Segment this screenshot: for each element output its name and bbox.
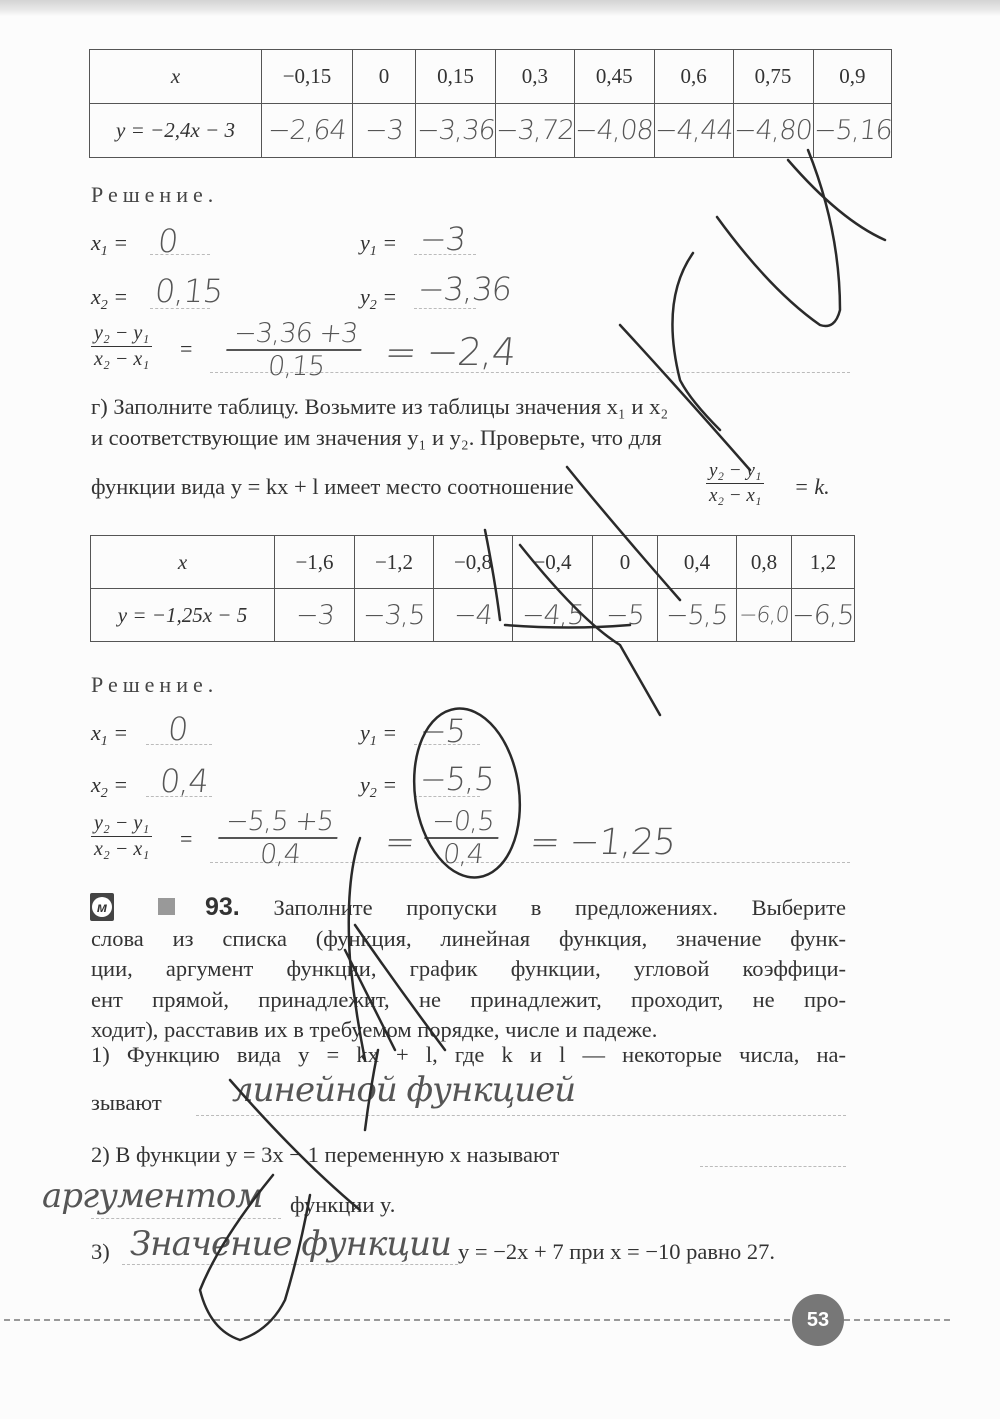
table-cell: 0,45 [574, 50, 654, 104]
task-g-text [91, 392, 846, 453]
table-cell: 0 [353, 50, 416, 104]
table-cell: −1,2 [355, 536, 434, 589]
item2-line1: 2) В функции y = 3x − 1 переменную x называют [91, 1142, 560, 1167]
task-93-line: 93. Заполните пропуски в предложениях. Выберите [205, 893, 847, 921]
task-g-line: и соответствующие им значения y₁ и y₂. Проверьте, что для [91, 424, 662, 450]
ratio-denominator: x₂ − x₁ [94, 838, 150, 860]
calc-mid-equals: = [382, 822, 417, 863]
handwritten-value: −3 [293, 599, 336, 631]
ratio-numerator: y₂ − y₁ [91, 812, 152, 837]
formula-numerator: y₂ − y₁ [706, 460, 764, 484]
ratio-formula [91, 812, 152, 861]
x2-answer: 0,4 [158, 762, 210, 800]
y2-label: $y_2$ = [360, 284, 398, 313]
calc-result: = −2,4 [382, 330, 518, 374]
handwritten-value: −4,80 [732, 115, 814, 146]
formula-tail: = k. [794, 474, 830, 499]
calc-numerator: −3,36 +3 [226, 318, 365, 351]
table-header-x: x [90, 50, 262, 104]
item3-prefix: 3) [91, 1239, 110, 1264]
table-cell-input[interactable] [434, 589, 513, 642]
table-cell: −1,6 [275, 536, 355, 589]
table-cell-input[interactable] [792, 589, 855, 642]
handwritten-value: −5,5 [664, 599, 730, 631]
ratio-numerator: y₂ − y₁ [91, 322, 152, 347]
x1-answer: 0 [166, 710, 190, 748]
table-v [89, 49, 892, 158]
y1-label: $y_1$ = [360, 230, 398, 259]
table-cell-input[interactable] [658, 589, 737, 642]
handwritten-value: −2,64 [266, 115, 348, 146]
item2-suffix: функции y. [290, 1192, 396, 1217]
table-cell: 0 [593, 536, 658, 589]
handwritten-value: −3,36 [414, 115, 497, 146]
handwritten-fraction [220, 806, 339, 870]
table-cell-input[interactable] [813, 104, 892, 158]
task-93-text [91, 892, 846, 1046]
handwritten-value: −5,16 [811, 115, 893, 146]
table-header-y: y = −2,4x − 3 [90, 104, 262, 158]
table-cell-input[interactable] [275, 589, 355, 642]
calc2-denominator: 0,4 [441, 839, 485, 870]
table-cell: 0,9 [813, 50, 892, 104]
table-g [90, 535, 855, 642]
handwritten-value: −3,72 [494, 115, 576, 146]
task-93-line: ходит), расставив их в требуемом порядке, числе и падеже. [91, 1017, 658, 1042]
table-row-x [90, 50, 892, 104]
y2-answer-line[interactable] [414, 308, 476, 309]
y2-answer: −3,36 [416, 270, 514, 308]
x1-label: $x_1$ = [91, 230, 129, 259]
ratio-denominator: x₂ − x₁ [94, 348, 150, 370]
table-cell: 0,75 [733, 50, 813, 104]
handwritten-value: −6,5 [790, 599, 856, 631]
handwritten-value: −4,5 [520, 599, 585, 631]
formula-denominator: x₂ − x₁ [709, 485, 762, 506]
table-cell-input[interactable] [513, 589, 593, 642]
item2-answer-line-a[interactable] [700, 1166, 846, 1167]
calc2-numerator: −0,5 [424, 806, 501, 839]
table-cell: −0,4 [513, 536, 593, 589]
item1-line1: 1) Функцию вида y = kx + l, где k и l — некоторые числа, на- [91, 1042, 846, 1067]
handwritten-value: −4,08 [573, 115, 655, 146]
table-cell: −0,8 [434, 536, 513, 589]
item1-prefix: зывают [91, 1090, 162, 1115]
y2-answer: −5,5 [418, 760, 496, 798]
handwritten-value: −3 [363, 115, 405, 146]
x1-answer: 0 [156, 222, 180, 260]
table-header-x: x [91, 536, 275, 589]
table-cell: 0,8 [737, 536, 792, 589]
table-cell-input[interactable] [733, 104, 813, 158]
item3-answer: Значение функции [130, 1224, 451, 1264]
table-cell-input[interactable] [574, 104, 654, 158]
item1-answer-line[interactable] [196, 1115, 846, 1116]
handwritten-fraction [228, 318, 363, 382]
equals-sign: = [180, 826, 193, 851]
calc-denominator: 0,4 [257, 839, 302, 870]
y1-answer: −5 [418, 712, 468, 750]
table-cell-input[interactable] [593, 589, 658, 642]
table-cell: 1,2 [792, 536, 855, 589]
item3-answer-line[interactable] [122, 1264, 458, 1265]
solution-heading: Решение. [91, 182, 219, 207]
table-cell-input[interactable] [262, 104, 353, 158]
calc-numerator: −5,5 +5 [218, 806, 340, 839]
task-g-line: г) Заполните таблицу. Возьмите из таблицы значения x₁ и x₂ [91, 394, 669, 419]
m-badge-icon: м [90, 893, 114, 921]
table-cell-input[interactable] [355, 589, 434, 642]
table-cell: −0,15 [262, 50, 353, 104]
table-row-x [91, 536, 855, 589]
handwritten-value: −5 [604, 599, 646, 631]
item3-suffix: y = −2x + 7 при x = −10 равно 27. [458, 1239, 776, 1264]
x1-label: $x_1$ = [91, 720, 129, 749]
y1-answer: −3 [418, 220, 468, 258]
table-cell: 0,3 [496, 50, 575, 104]
y1-label: $y_1$ = [360, 720, 398, 749]
handwritten-value: −3,5 [361, 599, 427, 631]
table-cell: 0,15 [416, 50, 496, 104]
task-93-line: слова из списка (функция, линейная функция, значение функ- [91, 925, 846, 951]
table-row-y [90, 104, 892, 158]
task-g-line3: функции вида y = kx + l имеет место соотношение [91, 474, 574, 499]
ratio-formula [91, 322, 152, 371]
handwritten-value: −4,44 [653, 115, 735, 146]
task-93-line: ции, аргумент функции, график функции, угловой коэффици- [91, 956, 846, 981]
equals-sign: = [180, 336, 193, 361]
table-header-y: y = −1,25x − 5 [91, 589, 275, 642]
task-93-line: ент прямой, принадлежит, не принадлежит, проходит, не про- [91, 986, 846, 1012]
table-cell-input[interactable] [496, 104, 575, 158]
table-cell-input[interactable] [737, 589, 792, 642]
handwritten-value: −6,0 [737, 602, 791, 628]
table-cell-input[interactable] [353, 104, 416, 158]
x2-answer: 0,15 [153, 272, 225, 310]
item2-answer: аргументом [42, 1176, 263, 1216]
calc-denominator: 0,15 [265, 351, 326, 382]
task-g-formula [706, 460, 764, 507]
calc-result: = −1,25 [527, 822, 678, 863]
handwritten-fraction-2 [426, 806, 500, 870]
item1-answer: линейной функцией [232, 1070, 576, 1110]
x2-label: $x_2$ = [91, 284, 129, 313]
task-number: 93. [205, 893, 240, 921]
table-cell: 0,6 [654, 50, 733, 104]
page-number-badge: 53 [792, 1294, 844, 1346]
y2-label: $y_2$ = [360, 772, 398, 801]
solution-heading: Решение. [91, 672, 219, 697]
table-row-y [91, 589, 855, 642]
table-cell-input[interactable] [416, 104, 496, 158]
item2-answer-line-b[interactable] [91, 1218, 281, 1219]
table-cell-input[interactable] [654, 104, 733, 158]
table-cell: 0,4 [658, 536, 737, 589]
x2-label: $x_2$ = [91, 772, 129, 801]
handwritten-value: −4 [452, 599, 494, 631]
page-top-edge [0, 0, 1000, 16]
